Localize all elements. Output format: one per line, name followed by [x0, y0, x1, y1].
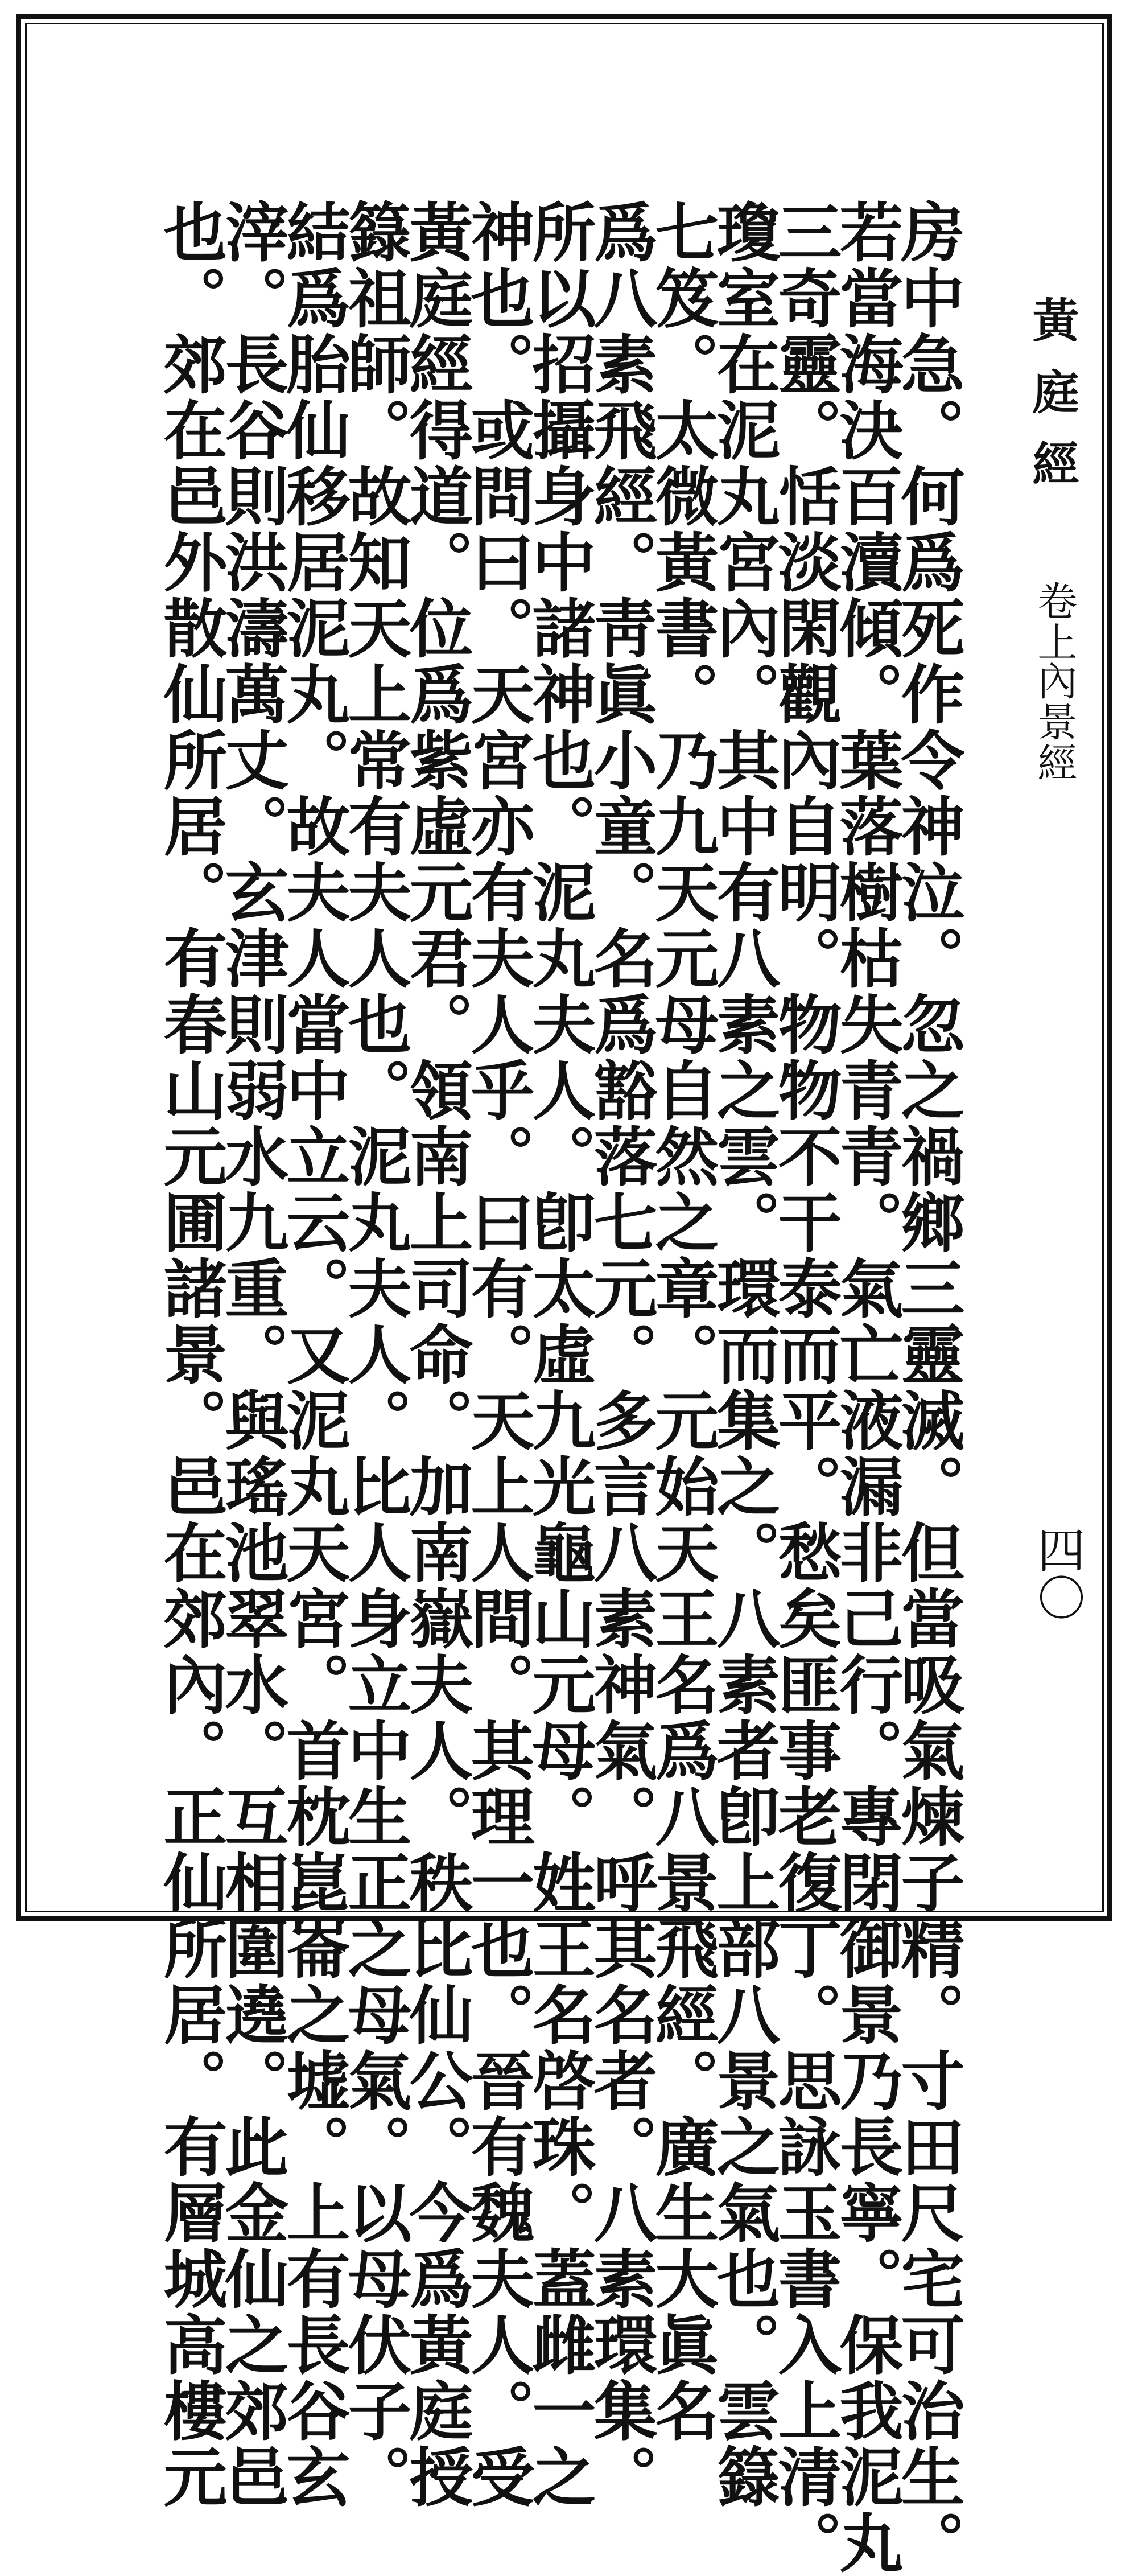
main-text-block	[153, 199, 965, 2576]
text-column-6: 爲八素飛經。靑眞小童。名爲豁落七元。多言八素神氣。呼其名者。八素環集。	[583, 199, 658, 2510]
volume-label: 卷上	[1031, 581, 1078, 662]
text-column-11: 結爲胎仙移居泥丸。故夫人當中立云。又泥丸天宮。首枕崑崙之墟。上有長谷玄	[276, 199, 351, 2510]
text-column-4: 瓊室在泥丸宮內。其中有八素之雲。環而集之。八素者卽上部八景之氣也。雲籙	[706, 199, 781, 2510]
text-column-9: 黃庭經得道。位爲紫虛元君。領南上司命。加南嶽夫人。秩比仙公。今爲黃庭授	[399, 199, 473, 2510]
text-column-13: 也。郊在邑外散仙所居。有春山元圃諸景。邑在郊內。正仙所居。有層城高樓元	[153, 199, 228, 2510]
text-column-5: 七笈。太微黃書。乃九天元母自然之章。元始天王名爲八景飛經。廣生大眞名	[645, 199, 719, 2444]
text-column-8: 神也。或問曰。天宮亦有夫人乎。曰有。天上人間。其理一也。晉有魏夫人。受	[460, 199, 535, 2510]
text-column-3: 三奇靈。恬淡閑觀內自明。物物不干泰而平。愁矣匪事老復丁。思詠玉書入上清。	[768, 199, 842, 2576]
text-column-12: 滓。長谷則洪濤萬丈。玄津則弱水九重。與瑤池翠水。互相圍遶。此金仙之郊邑	[215, 199, 289, 2510]
text-column-7: 所以招攝身中諸神也。泥丸夫人。卽太虛九光龜山元母。姓王名啓珠。蓋雌一之	[522, 199, 596, 2510]
text-column-2: 若當海決百瀆傾。葉落樹枯失青青。氣亡液漏非己行。專閉御景乃長寧。保我泥丸	[829, 199, 904, 2576]
book-title: 黃庭經	[1025, 296, 1079, 511]
section-label: 內景經	[1031, 660, 1078, 783]
page-number: 四〇	[1030, 1525, 1086, 1621]
text-column-1: 房中急。何爲死作令神泣。忽之禍鄉三靈滅。但當吸氣煉子精。寸田尺宅可治生。	[890, 199, 965, 2576]
text-column-10: 籙祖師。故知天上常有夫人也。泥丸夫人。比人身立中生正之母氣。以母伏子。	[337, 199, 412, 2510]
